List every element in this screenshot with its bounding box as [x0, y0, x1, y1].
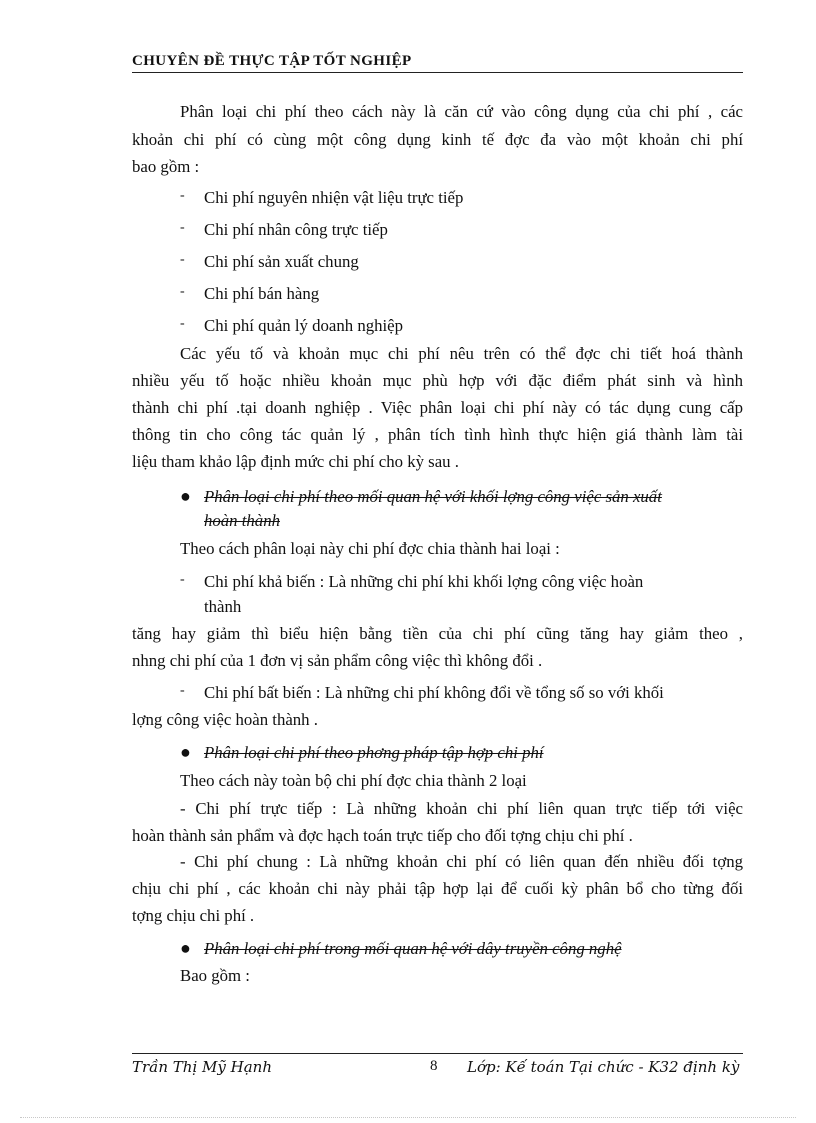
bullet-icon: ● [180, 486, 191, 506]
paragraph-line: tăng hay giảm thì biểu hiện bằng tiền của chi phí cũng tăng hay giảm theo , [132, 624, 743, 643]
dash-icon: - [180, 316, 185, 331]
page-footer [132, 1053, 743, 1078]
page-header [132, 52, 743, 73]
list-item: - Chi phí nguyên nhiện vật liệu trực tiếp [180, 188, 464, 207]
paragraph-line: Theo cách phân loại này chi phí đợc chia thành hai loại : [180, 539, 560, 558]
paragraph-line: Phân loại chi phí theo cách này là căn cứ vào công dụng của chi phí , các [180, 102, 743, 121]
list-item: - Chi phí bán hàng [180, 284, 320, 303]
paragraph-line: nhng chi phí của 1 đơn vị sản phẩm công việc thì không đổi . [132, 651, 543, 670]
paragraph-line: chịu chi phí , các khoản chi này phải tập hợp lại để cuối kỳ phân bổ cho từng đối [132, 879, 743, 898]
paragraph-line: - Chi phí trực tiếp : Là những khoản chi phí liên quan trực tiếp tới việc [180, 799, 743, 818]
paragraph-line: bao gồm : [132, 157, 200, 176]
paragraph-line: - Chi phí chung : Là những khoản chi phí có liên quan đến nhiều đối tợng [180, 852, 743, 871]
dash-icon: - [180, 683, 185, 698]
footer-class: Lớp: Kế toán Tại chức - K32 định kỳ [467, 1058, 740, 1076]
list-item: - Chi phí sản xuất chung [180, 252, 359, 271]
dash-icon: - [180, 572, 185, 587]
section-heading: ● Phân loại chi phí theo phơng pháp tập hợp chi phí [180, 742, 544, 762]
list-item: - Chi phí quản lý doanh nghiệp [180, 316, 404, 335]
list-item: - Chi phí khả biến : Là những chi phí khi khối lợng công việc hoàn [180, 572, 644, 591]
paragraph-line: Bao gồm : [180, 966, 250, 985]
dash-icon: - [180, 252, 185, 267]
section-heading: ● Phân loại chi phí theo mối quan hệ với khối lợng công việc sản xuất [180, 486, 662, 506]
list-item-cont: thành [204, 597, 242, 616]
paragraph-line: Các yếu tố và khoản mục chi phí nêu trên có thể đợc chi tiết hoá thành [180, 344, 743, 363]
footer-author: Trần Thị Mỹ Hạnh [132, 1058, 272, 1076]
paragraph-line: khoản chi phí có cùng một công dụng kinh tế đợc đa vào một khoản chi phí [132, 130, 743, 149]
paragraph-line: thành chi phí .tại doanh nghiệp . Việc phân loại chi phí này có tác dụng cung cấp [132, 398, 743, 417]
section-heading-cont: hoàn thành [204, 511, 280, 530]
page-edge [20, 1117, 796, 1118]
bullet-icon: ● [180, 938, 191, 958]
header-title: CHUYÊN ĐỀ THỰC TẬP TỐT NGHIỆP [132, 53, 412, 69]
dash-icon: - [180, 220, 185, 235]
page-number: 8 [430, 1058, 438, 1074]
paragraph-line: nhiều yếu tố hoặc nhiều khoản mục phù hợp với đặc điểm phát sinh và hình [132, 371, 743, 390]
dash-icon: - [180, 284, 185, 299]
paragraph-line: lợng công việc hoàn thành . [132, 710, 318, 729]
section-heading: ● Phân loại chi phí trong mối quan hệ với dây truyền công nghệ [180, 938, 622, 958]
paragraph-line: tợng chịu chi phí . [132, 906, 255, 925]
paragraph-line: Theo cách này toàn bộ chi phí đợc chia thành 2 loại [180, 771, 527, 790]
paragraph-line: liệu tham khảo lập định mức chi phí cho kỳ sau . [132, 452, 459, 471]
bullet-icon: ● [180, 742, 191, 762]
list-item: - Chi phí nhân công trực tiếp [180, 220, 388, 239]
paragraph-line: hoàn thành sản phẩm và đợc hạch toán trực tiếp cho đối tợng chịu chi phí . [132, 826, 633, 845]
paragraph-line: thông tin cho công tác quản lý , phân tích tình hình thực hiện giá thành làm tài [132, 425, 743, 444]
list-item: - Chi phí bất biến : Là những chi phí không đổi về tổng số so với khối [180, 683, 664, 702]
dash-icon: - [180, 188, 185, 203]
